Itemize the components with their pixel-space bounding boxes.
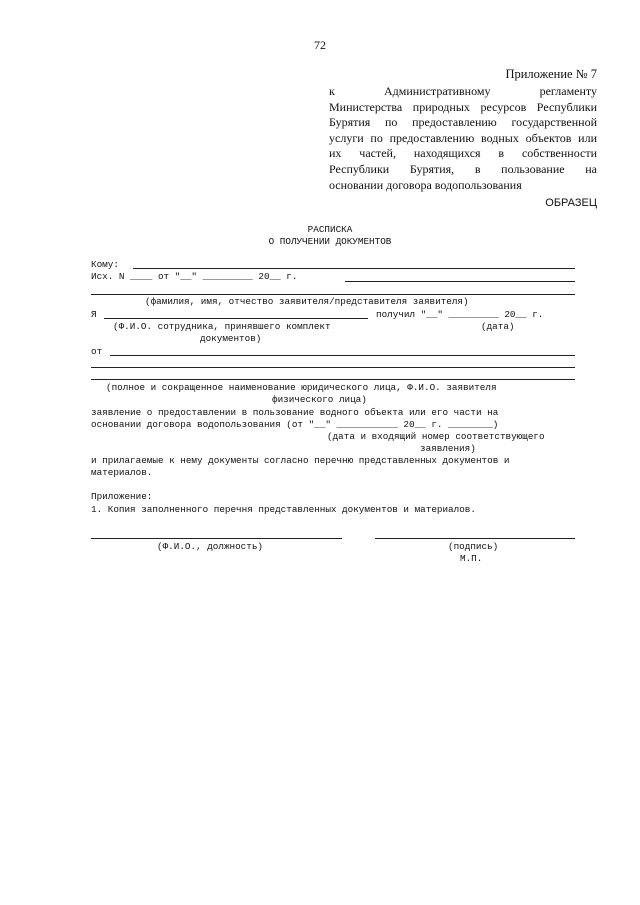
attached-line: и прилагаемые к нему документы согласно перечню представленных документов и	[91, 455, 510, 466]
i-label: Я	[91, 309, 97, 320]
appendix-line: услуги по предоставлению водных объектов или	[329, 130, 597, 145]
ref-fill-line	[345, 281, 575, 282]
appendix-line: основании договора водопользования	[329, 177, 522, 192]
stamp-label: М.П.	[460, 553, 483, 564]
entity-caption-cont: физического лица)	[272, 394, 367, 405]
statement-line: заявление о предоставлении в пользование водного объекта или его части на	[91, 407, 499, 418]
annex-label: Приложение:	[91, 491, 153, 502]
from-label: от	[91, 346, 103, 357]
from-line-1	[110, 355, 575, 356]
from-line-2	[91, 367, 575, 368]
receipt-subtitle: О ПОЛУЧЕНИИ ДОКУМЕНТОВ	[268, 236, 392, 247]
employee-line	[104, 318, 368, 319]
statement-line: основании договора водопользования (от "__" ___________ 20__ г. ________)	[91, 419, 499, 430]
statement-caption-cont: заявления)	[420, 443, 476, 454]
appendix-line: Республики Бурятия, в пользование на	[329, 161, 597, 176]
appendix-line: Министерства природных ресурсов Республики	[329, 99, 597, 114]
ref-line: Исх. N ____ от "__" _________ 20__ г.	[91, 271, 298, 282]
signer-line	[91, 538, 342, 539]
entity-caption: (полное и сокращенное наименование юридического лица, Ф.И.О. заявителя	[106, 382, 497, 393]
sample-mark: ОБРАЗЕЦ	[545, 197, 597, 209]
annex-item: 1. Копия заполненного перечня представленных документов и материалов.	[91, 504, 476, 515]
signature-caption: (подпись)	[448, 541, 499, 552]
applicant-line	[91, 294, 575, 295]
employee-caption: (Ф.И.О. сотрудника, принявшего комплект	[113, 321, 331, 332]
date-caption: (дата)	[481, 321, 515, 332]
employee-caption-cont: документов)	[200, 333, 262, 344]
appendix-body	[329, 84, 597, 193]
received-label: получил "__" _________ 20__ г.	[376, 309, 544, 320]
appendix-line: их частей, находящихся в собственности	[329, 146, 597, 161]
receipt-title: РАСПИСКА	[307, 224, 353, 235]
to-label: Кому:	[91, 259, 119, 270]
appendix-line: к Административному регламенту	[329, 84, 597, 98]
signer-caption: (Ф.И.О., должность)	[157, 541, 264, 552]
appendix-line: Бурятия по предоставлению государственной	[329, 115, 597, 130]
from-line-3	[91, 379, 575, 380]
appendix-heading: Приложение № 7	[505, 67, 597, 81]
applicant-caption: (фамилия, имя, отчество заявителя/представителя заявителя)	[145, 296, 469, 307]
page-number: 72	[314, 38, 326, 52]
signature-line	[375, 538, 575, 539]
attached-line: материалов.	[91, 467, 153, 478]
statement-caption: (дата и входящий номер соответствующего	[327, 431, 545, 442]
to-line	[133, 268, 575, 269]
